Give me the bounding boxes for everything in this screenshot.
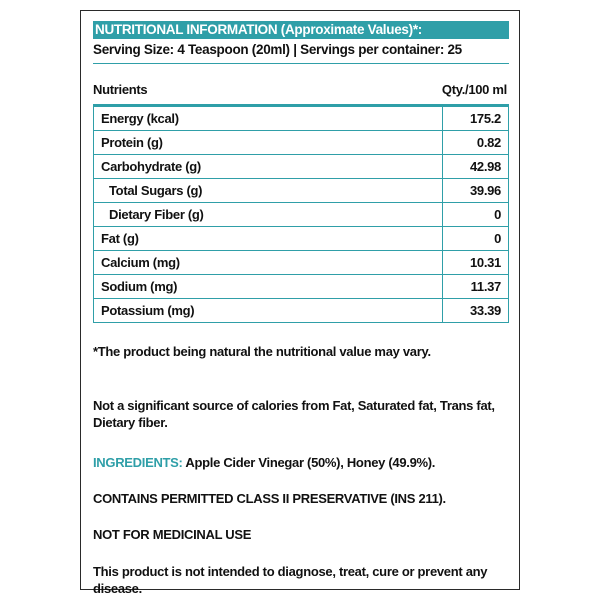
not-significant-source-note: Not a significant source of calories from Fat, Saturated fat, Trans fat, Dietary fiber. <box>93 398 495 430</box>
table-row <box>93 275 509 299</box>
disclaimer: This product is not intended to diagnose, treat, cure or prevent any disease. <box>93 564 488 596</box>
natural-variation-note: *The product being natural the nutritional value may vary. <box>93 344 431 359</box>
nutrient-qty: 42.98 <box>469 159 501 174</box>
nutrient-name: Sodium (mg) <box>101 279 178 294</box>
nutrient-qty: 0 <box>494 207 501 222</box>
nutrient-name: Protein (g) <box>101 135 163 150</box>
ingredients-text: Apple Cider Vinegar (50%), Honey (49.9%). <box>182 455 436 470</box>
divider <box>93 63 509 64</box>
medicinal-note: NOT FOR MEDICINAL USE <box>93 527 252 542</box>
nutrition-label <box>80 10 520 596</box>
table-row <box>93 107 509 131</box>
table-row <box>93 131 509 155</box>
nutrient-qty: 33.39 <box>469 303 501 318</box>
table-row <box>93 203 509 227</box>
serving-info: Serving Size: 4 Teaspoon (20ml) | Servings per container: 25 <box>93 42 462 57</box>
nutrient-name: Carbohydrate (g) <box>101 159 201 174</box>
ingredients-line <box>93 454 503 471</box>
table-row <box>93 155 509 179</box>
ingredients-label: INGREDIENTS: <box>93 455 183 470</box>
nutrient-qty: 0.82 <box>476 135 501 150</box>
nutrient-qty: 11.37 <box>470 279 501 294</box>
nutrient-name: Calcium (mg) <box>101 255 180 270</box>
table-row <box>93 251 509 275</box>
nutrient-name: Fat (g) <box>101 231 139 246</box>
nutrient-name: Dietary Fiber (g) <box>109 207 204 222</box>
nutrient-table <box>93 107 509 323</box>
nutrient-name: Energy (kcal) <box>101 111 179 126</box>
table-row <box>93 299 509 323</box>
nutrient-qty: 10.31 <box>469 255 501 270</box>
nutrition-title: NUTRITIONAL INFORMATION (Approximate Values)*: <box>93 21 509 39</box>
column-header-nutrients: Nutrients <box>93 82 148 97</box>
nutrient-name: Potassium (mg) <box>101 303 195 318</box>
table-row <box>93 227 509 251</box>
column-header-quantity: Qty./100 ml <box>441 82 507 97</box>
table-row <box>93 179 509 203</box>
nutrient-qty: 0 <box>494 231 501 246</box>
nutrient-qty: 175.2 <box>469 111 501 126</box>
preservative-note: CONTAINS PERMITTED CLASS II PRESERVATIVE (INS 211). <box>93 491 446 506</box>
nutrient-name: Total Sugars (g) <box>109 183 203 198</box>
nutrient-qty: 39.96 <box>469 183 501 198</box>
